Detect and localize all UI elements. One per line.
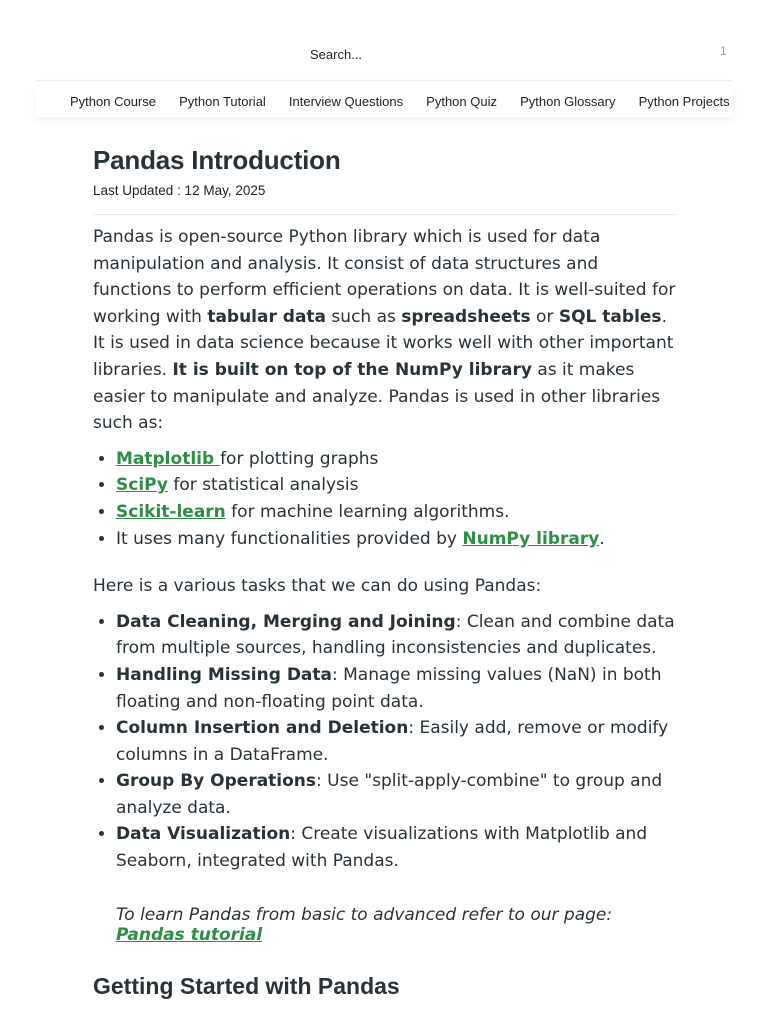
link-matplotlib[interactable]: Matplotlib <box>116 448 221 469</box>
task-description: : Use "split-apply-combine" to group and analyze data. <box>116 771 663 818</box>
task-title: Group By Operations <box>116 771 317 792</box>
task-title: Handling Missing Data <box>116 664 332 685</box>
task-description: : Manage missing values (NaN) in both floating and non-floating point data. <box>116 664 662 712</box>
page-title: Pandas Introduction <box>93 145 341 175</box>
list-item <box>116 526 677 553</box>
task-description: : Clean and combine data from multiple sources, handling inconsistencies and duplicates. <box>116 611 675 659</box>
list-item-text: for statistical analysis <box>168 475 359 496</box>
link-pandas-tutorial[interactable]: Pandas tutorial <box>116 924 263 945</box>
list-item <box>116 499 677 526</box>
nav-python-projects[interactable]: Python Projects <box>638 94 730 109</box>
list-item <box>116 821 677 874</box>
intro-bold: spreadsheets <box>401 306 531 327</box>
nav-python-tutorial[interactable]: Python Tutorial <box>179 94 266 109</box>
category-nav <box>36 80 732 117</box>
intro-text: as it makes easier to manipulate and analyze. Pandas is used in other libraries such as: <box>93 359 661 434</box>
list-item <box>116 472 677 499</box>
tutorial-note <box>116 905 677 945</box>
nav-python-course[interactable]: Python Course <box>70 94 156 109</box>
list-item-text: for plotting graphs <box>220 448 379 469</box>
tasks-list <box>93 609 677 875</box>
list-item <box>116 662 677 715</box>
intro-paragraph <box>93 224 677 437</box>
link-scipy[interactable]: SciPy <box>116 475 169 496</box>
link-scikit-learn[interactable]: Scikit-learn <box>116 501 226 522</box>
divider <box>93 214 677 215</box>
category-nav-links <box>70 91 730 110</box>
link-numpy-library[interactable]: NumPy library <box>462 528 600 549</box>
last-updated: Last Updated : 12 May, 2025 <box>93 183 266 198</box>
search-input[interactable]: Search... <box>310 47 363 62</box>
task-title: Data Visualization <box>116 824 291 845</box>
tasks-intro: Here is a various tasks that we can do using Pandas: <box>93 576 542 597</box>
nav-python-quiz[interactable]: Python Quiz <box>426 94 497 109</box>
top-header <box>0 0 768 80</box>
intro-text: . It is used in data science because it works well with other important libraries. <box>93 306 674 380</box>
section-heading: Getting Started with Pandas <box>93 972 400 999</box>
list-item-text: for machine learning algorithms. <box>225 501 510 522</box>
list-item-text: . <box>599 528 605 549</box>
intro-bold: It is built on top of the NumPy library <box>172 359 532 380</box>
task-title: Column Insertion and Deletion <box>116 718 409 739</box>
note-text: To learn Pandas from basic to advanced refer to our page: <box>116 904 613 925</box>
intro-text: or <box>530 306 559 327</box>
task-description: : Easily add, remove or modify columns in a DataFrame. <box>116 718 669 765</box>
task-description: : Create visualizations with Matplotlib and Seaborn, integrated with Pandas. <box>116 824 648 872</box>
library-list <box>93 446 677 552</box>
intro-text: Pandas is open-source Python library which is used for data manipulation and analysis. It consist of data structures and functions to perform efficient operations on data. It is well-suited for working with <box>93 227 676 327</box>
article <box>93 140 677 1001</box>
list-item-text: It uses many functionalities provided by <box>116 528 463 549</box>
list-item <box>116 768 677 821</box>
task-title: Data Cleaning, Merging and Joining <box>116 611 456 632</box>
list-item <box>116 609 677 662</box>
list-item <box>116 446 677 473</box>
intro-bold: SQL tables <box>558 306 662 327</box>
intro-text: such as <box>326 306 402 327</box>
intro-bold: tabular data <box>207 306 327 327</box>
notification-count[interactable]: 1 <box>720 44 727 58</box>
nav-interview-questions[interactable]: Interview Questions <box>288 94 404 109</box>
nav-python-glossary[interactable]: Python Glossary <box>520 94 616 109</box>
list-item <box>116 715 677 768</box>
